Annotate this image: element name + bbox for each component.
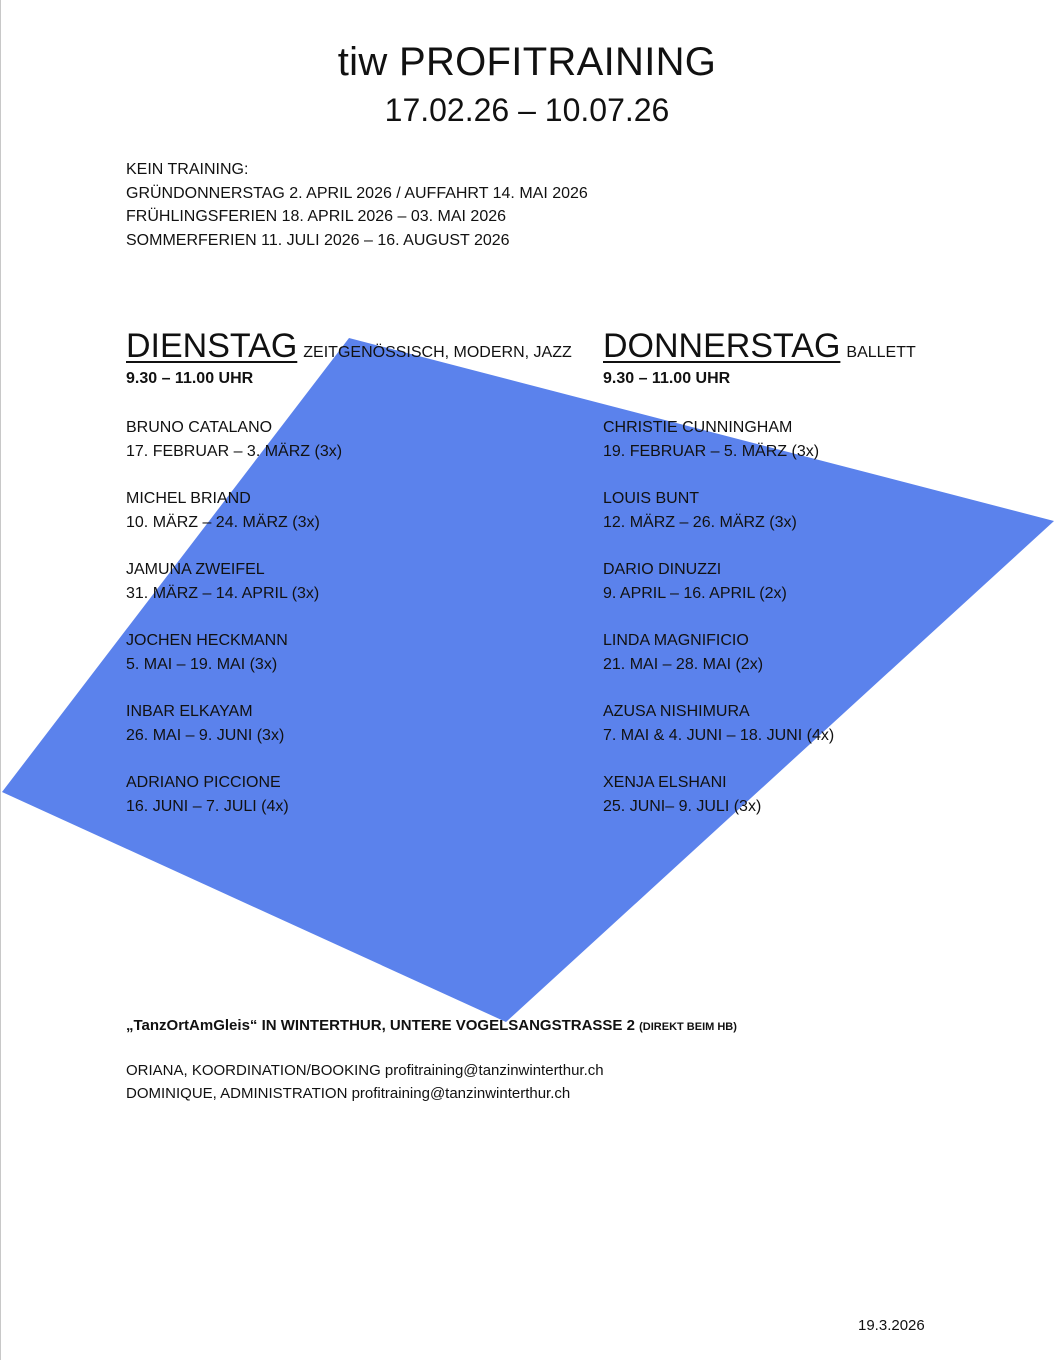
- teacher-entry: [126, 416, 596, 463]
- teacher-name: INBAR ELKAYAM: [126, 703, 253, 720]
- teacher-dates: 26. MAI – 9. JUNI (3x): [126, 726, 285, 744]
- teacher-entry: [126, 700, 596, 747]
- teacher-entry: [603, 700, 1054, 747]
- thursday-style-label: BALLETT: [846, 344, 916, 361]
- teacher-dates: 31. MÄRZ – 14. APRIL (3x): [126, 584, 320, 602]
- teacher-name: ADRIANO PICCIONE: [126, 774, 281, 791]
- teacher-name: AZUSA NISHIMURA: [603, 703, 750, 720]
- tuesday-heading: [126, 326, 596, 366]
- contact-block: [126, 1060, 604, 1105]
- teacher-dates: 9. APRIL – 16. APRIL (2x): [603, 584, 787, 602]
- teacher-name: JAMUNA ZWEIFEL: [126, 561, 265, 578]
- thursday-time: 9.30 – 11.00 UHR: [603, 370, 731, 387]
- teacher-entry: [126, 771, 596, 818]
- teacher-dates: 25. JUNI– 9. JULI (3x): [603, 797, 762, 815]
- teacher-entry: [126, 629, 596, 676]
- thursday-teacher-list: [603, 416, 1054, 818]
- teacher-entry: [603, 771, 1054, 818]
- no-training-line: GRÜNDONNERSTAG 2. APRIL 2026 / AUFFAHRT 14. MAI 2026: [126, 184, 588, 202]
- date-range-subtitle: 17.02.26 – 10.07.26: [384, 92, 670, 128]
- teacher-name: XENJA ELSHANI: [603, 774, 727, 791]
- tuesday-column: [126, 326, 596, 842]
- teacher-dates: 12. MÄRZ – 26. MÄRZ (3x): [603, 513, 797, 531]
- location-line: [126, 1015, 737, 1038]
- no-training-line: FRÜHLINGSFERIEN 18. APRIL 2026 – 03. MAI 2026: [126, 208, 507, 225]
- teacher-name: BRUNO CATALANO: [126, 419, 273, 436]
- teacher-entry: [603, 487, 1054, 534]
- document-date: 19.3.2026: [858, 1317, 925, 1334]
- thursday-heading: [603, 326, 1054, 366]
- teacher-name: LOUIS BUNT: [603, 490, 700, 507]
- teacher-entry: [126, 558, 596, 605]
- teacher-entry: [126, 487, 596, 534]
- thursday-day-label: DONNERSTAG: [603, 327, 841, 365]
- no-training-line: SOMMERFERIEN 11. JULI 2026 – 16. AUGUST 2026: [126, 231, 510, 249]
- no-training-notice: [126, 158, 588, 252]
- contact-line-administration: DOMINIQUE, ADMINISTRATION profitraining@tanzinwinterthur.ch: [126, 1084, 571, 1102]
- teacher-name: DARIO DINUZZI: [603, 561, 722, 578]
- teacher-dates: 10. MÄRZ – 24. MÄRZ (3x): [126, 513, 320, 531]
- location-address: „TanzOrtAmGleis“ IN WINTERTHUR, UNTERE VOGELSANGSTRASSE 2: [126, 1017, 635, 1034]
- teacher-name: MICHEL BRIAND: [126, 490, 251, 507]
- teacher-name: LINDA MAGNIFICIO: [603, 632, 749, 649]
- teacher-entry: [603, 629, 1054, 676]
- tuesday-time: 9.30 – 11.00 UHR: [126, 370, 254, 387]
- teacher-dates: 19. FEBRUAR – 5. MÄRZ (3x): [603, 442, 820, 460]
- teacher-name: JOCHEN HECKMANN: [126, 632, 288, 649]
- thursday-column: [603, 326, 1054, 842]
- contact-line-booking: ORIANA, KOORDINATION/BOOKING profitraining@tanzinwinterthur.ch: [126, 1062, 604, 1079]
- location-note: (DIREKT BEIM HB): [639, 1021, 737, 1033]
- teacher-dates: 16. JUNI – 7. JULI (4x): [126, 797, 289, 815]
- teacher-name: CHRISTIE CUNNINGHAM: [603, 419, 793, 436]
- teacher-dates: 5. MAI – 19. MAI (3x): [126, 655, 278, 673]
- tuesday-day-label: DIENSTAG: [126, 327, 298, 365]
- teacher-dates: 7. MAI & 4. JUNI – 18. JUNI (4x): [603, 726, 835, 744]
- tuesday-style-label: ZEITGENÖSSISCH, MODERN, JAZZ: [303, 344, 572, 361]
- tuesday-teacher-list: [126, 416, 596, 818]
- no-training-heading: KEIN TRAINING:: [126, 161, 249, 178]
- teacher-dates: 17. FEBRUAR – 3. MÄRZ (3x): [126, 442, 343, 460]
- teacher-dates: 21. MAI – 28. MAI (2x): [603, 655, 764, 673]
- page-title: tiw PROFITRAINING: [337, 40, 717, 84]
- teacher-entry: [603, 416, 1054, 463]
- teacher-entry: [603, 558, 1054, 605]
